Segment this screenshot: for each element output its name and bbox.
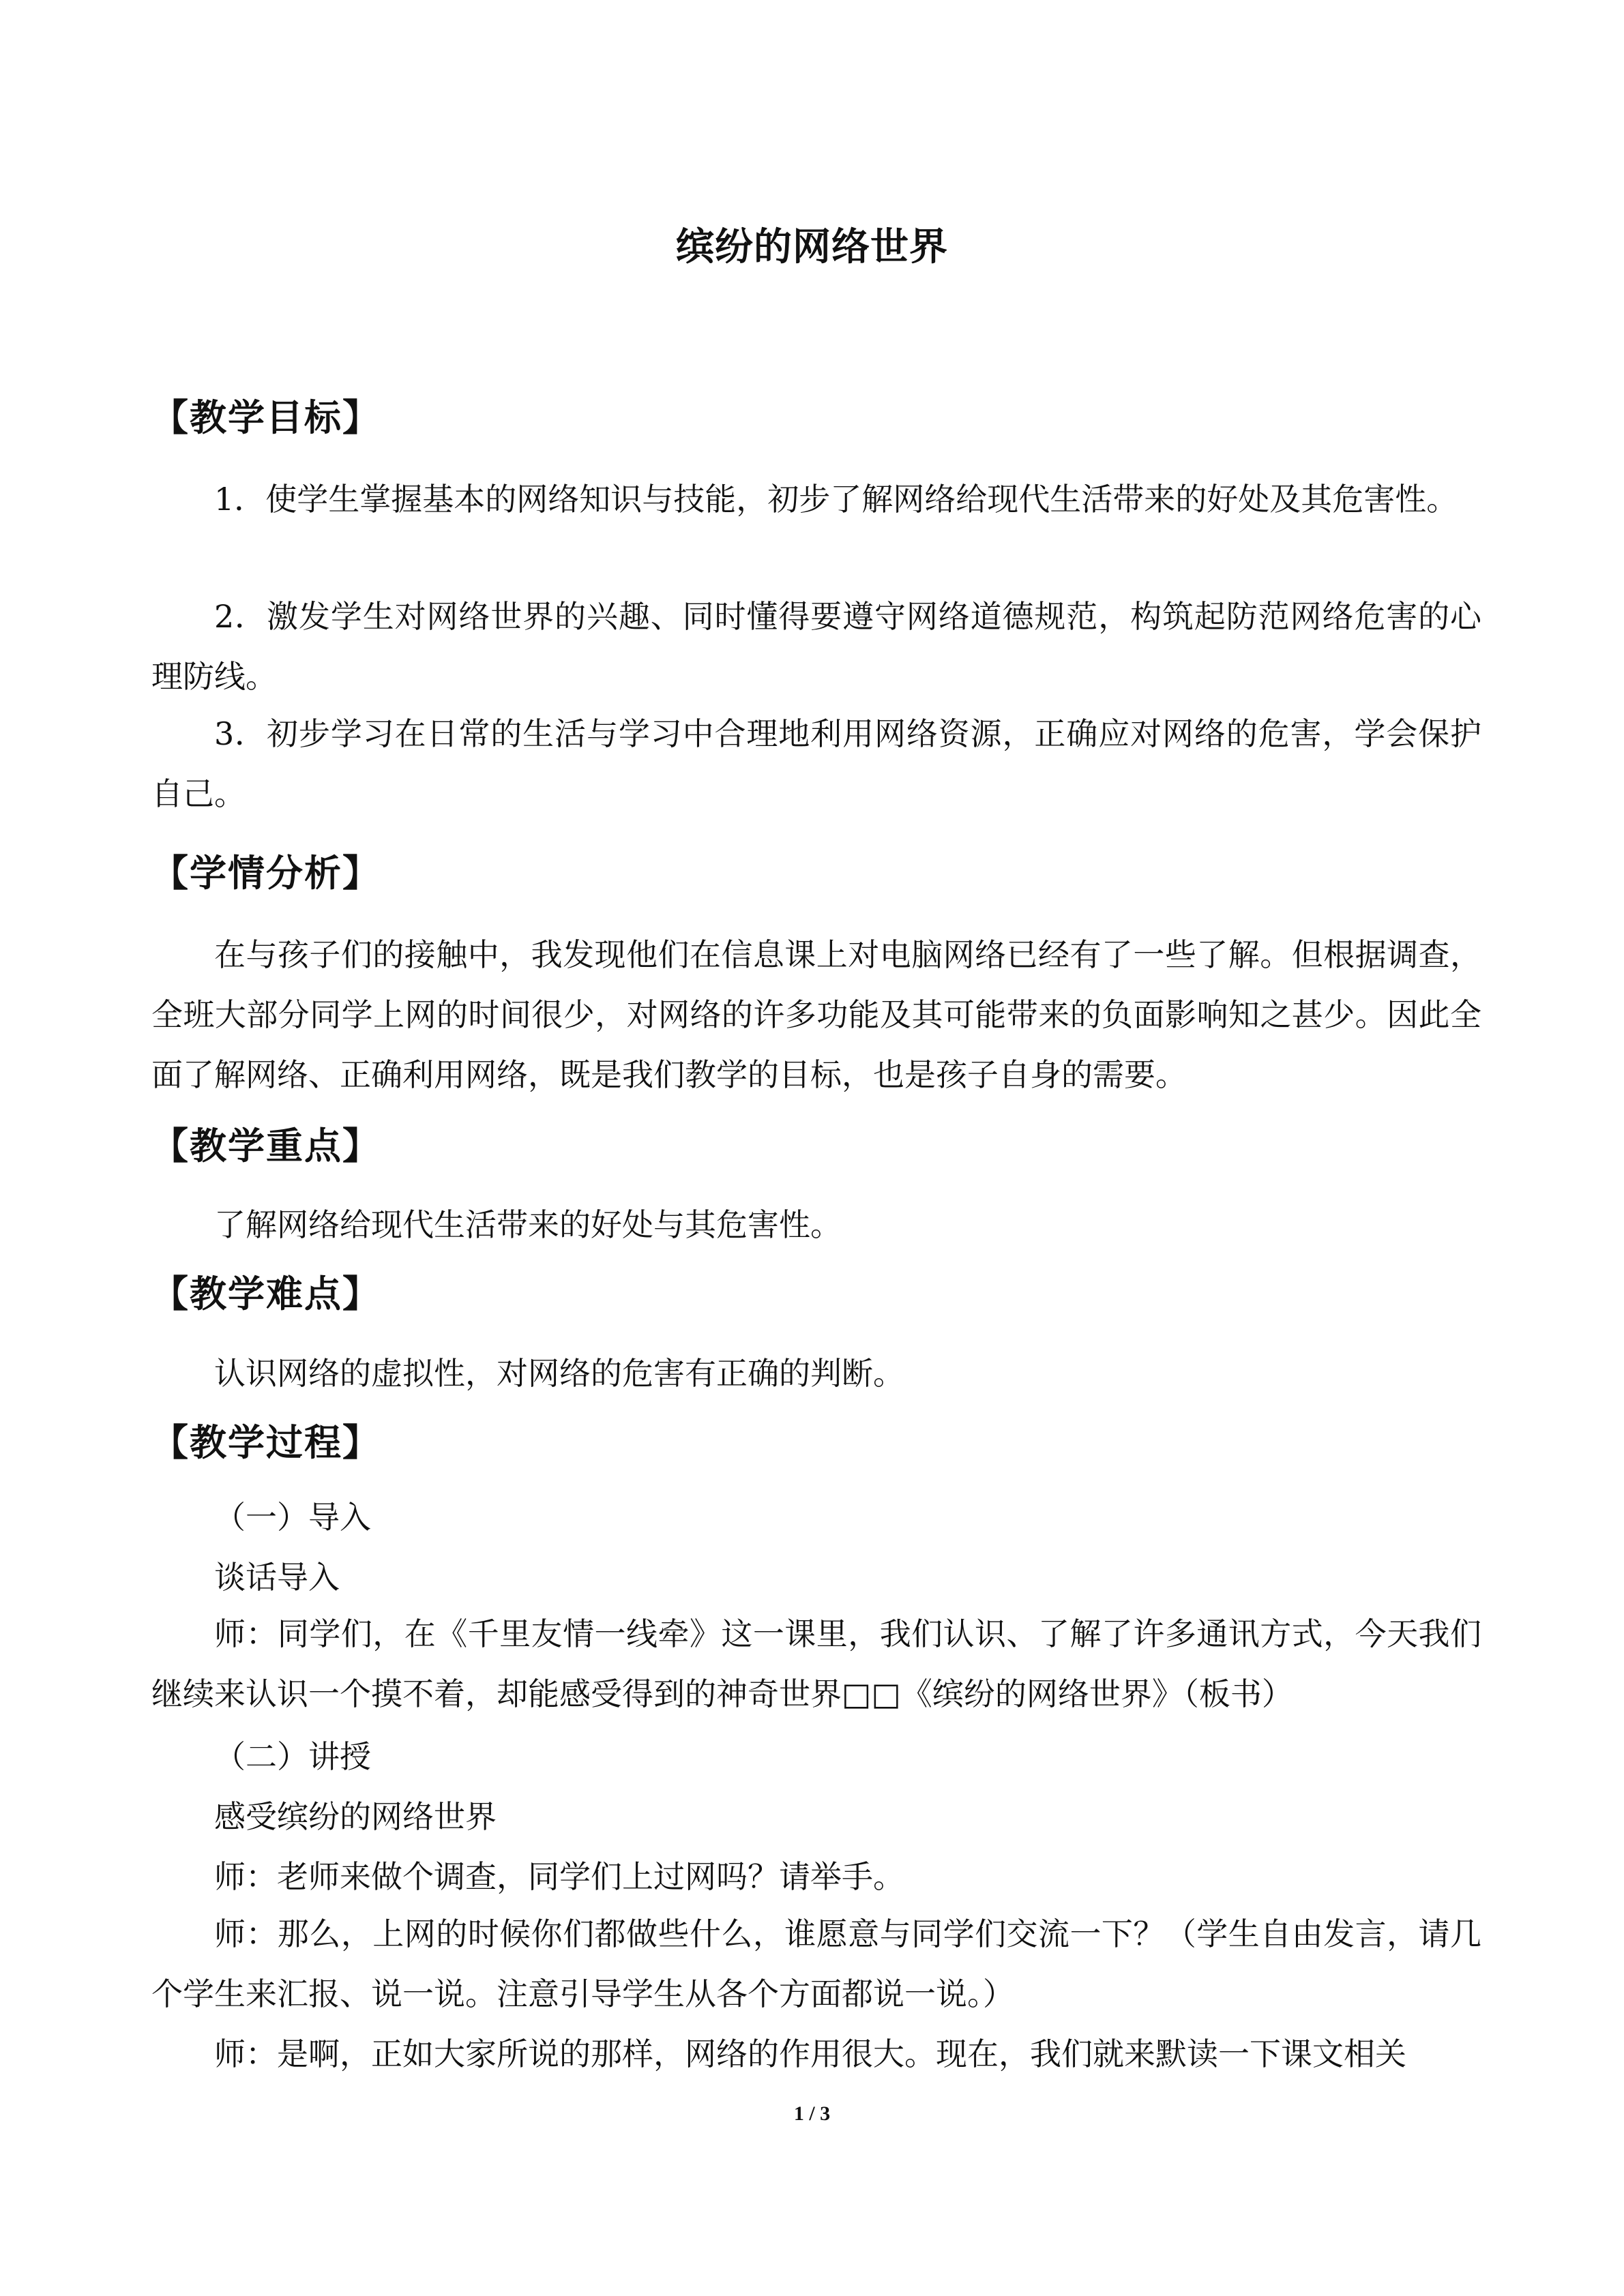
process-dialog-3: 师：是啊，正如大家所说的那样，网络的作用很大。现在，我们就来默读一下课文相关 [214, 2036, 1406, 2072]
objective-item-1: 1．使学生掌握基本的网络知识与技能，初步了解网络给现代生活带来的好处及其危害性。 [214, 481, 1458, 518]
process-step-2-sub: 感受缤纷的网络世界 [214, 1798, 497, 1835]
difficulties-text: 认识网络的虚拟性，对网络的危害有正确的判断。 [214, 1355, 904, 1392]
key-points-text: 了解网络给现代生活带来的好处与其危害性。 [214, 1206, 842, 1243]
process-step-1-dialog: 师：同学们，在《千里友情一线牵》这一课里，我们认识、了解了许多通讯方式，今天我们继续来认识一个摸不着，却能感受得到的神奇世界□□《缤纷的网络世界》（板书） [151, 1615, 1481, 1712]
heading-difficulties: 【教学难点】 [151, 1272, 381, 1315]
process-dialog-2: 师：那么，上网的时候你们都做些什么，谁愿意与同学们交流一下？（学生自由发言，请几个学生来汇报、说一说。注意引导学生从各个方面都说一说。） [151, 1915, 1481, 2012]
process-step-1: （一）导入 [214, 1499, 371, 1536]
process-dialog-1: 师：老师来做个调查，同学们上过网吗？请举手。 [214, 1858, 904, 1895]
heading-objectives: 【教学目标】 [151, 396, 381, 439]
heading-process: 【教学过程】 [151, 1421, 381, 1464]
heading-analysis: 【学情分析】 [151, 852, 381, 895]
page-number: 1 / 3 [793, 2102, 831, 2125]
process-step-1-sub: 谈话导入 [214, 1559, 340, 1596]
objective-item-2: 2．激发学生对网络世界的兴趣、同时懂得要遵守网络道德规范，构筑起防范网络危害的心理防线。 [151, 598, 1481, 695]
objective-item-3: 3．初步学习在日常的生活与学习中合理地利用网络资源，正确应对网络的危害，学会保护自己。 [151, 715, 1481, 812]
document-title: 缤纷的网络世界 [676, 225, 948, 269]
process-step-2: （二）讲授 [214, 1738, 371, 1775]
analysis-text: 在与孩子们的接触中，我发现他们在信息课上对电脑网络已经有了一些了解。但根据调查，全班大部分同学上网的时间很少，对网络的许多功能及其可能带来的负面影响知之甚少。因此全面了解网络、正确利用网络，既是我们教学的目标，也是孩子自身的需要。 [151, 936, 1481, 1093]
heading-key-points: 【教学重点】 [151, 1124, 381, 1167]
